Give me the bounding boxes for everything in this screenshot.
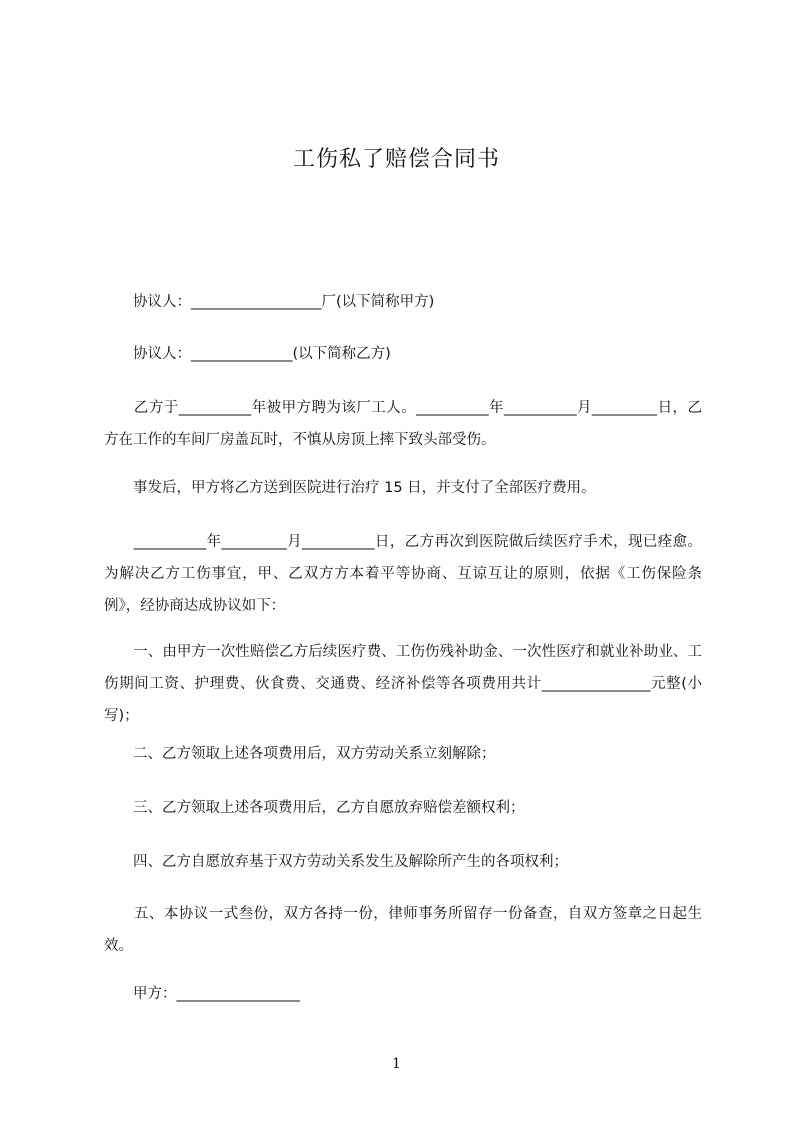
party-b-line: 协议人：______________(以下简称乙方): [104, 346, 391, 362]
paragraph-followup: __________年_________月__________日，乙方再次到医院做后续医疗手术，现已痊愈。为解决乙方工伤事宜，甲、乙双方方本着平等协商、互谅互让的原则，依据《工伤保险条例》，经协商达成协议如下：: [104, 534, 702, 614]
clause-2: 二、乙方领取上述各项费用后，双方劳动关系立刻解除；: [104, 746, 496, 762]
page-number: 1: [392, 1056, 401, 1072]
signature-party-a: 甲方：_________________: [104, 986, 300, 1002]
paragraph-hire-injury: 乙方于__________年被甲方聘为该厂工人。__________年__________月_________日，乙方在工作的车间厂房盖瓦时，不慎从房顶上摔下致头部受伤。: [104, 400, 702, 448]
document-title: 工伤私了赔偿合同书: [292, 147, 500, 172]
paragraph-treatment: 事发后，甲方将乙方送到医院进行治疗 15 日，并支付了全部医疗费用。: [104, 480, 596, 496]
clause-4: 四、乙方自愿放弃基于双方劳动关系发生及解除所产生的各项权利；: [104, 854, 568, 870]
party-a-line: 协议人：__________________厂(以下简称甲方): [104, 294, 435, 310]
clause-1: 一、由甲方一次性赔偿乙方后续医疗费、工伤伤残补助金、一次性医疗和就业补助业、工伤期间工资、护理费、伙食费、交通费、经济补偿等各项费用共计_______________元整(小写)；: [104, 644, 702, 724]
clause-3: 三、乙方领取上述各项费用后，乙方自愿放弃赔偿差额权利；: [104, 800, 525, 816]
clause-5: 五、本协议一式叁份，双方各持一份，律师事务所留存一份备查，自双方签章之日起生效。: [104, 906, 702, 954]
